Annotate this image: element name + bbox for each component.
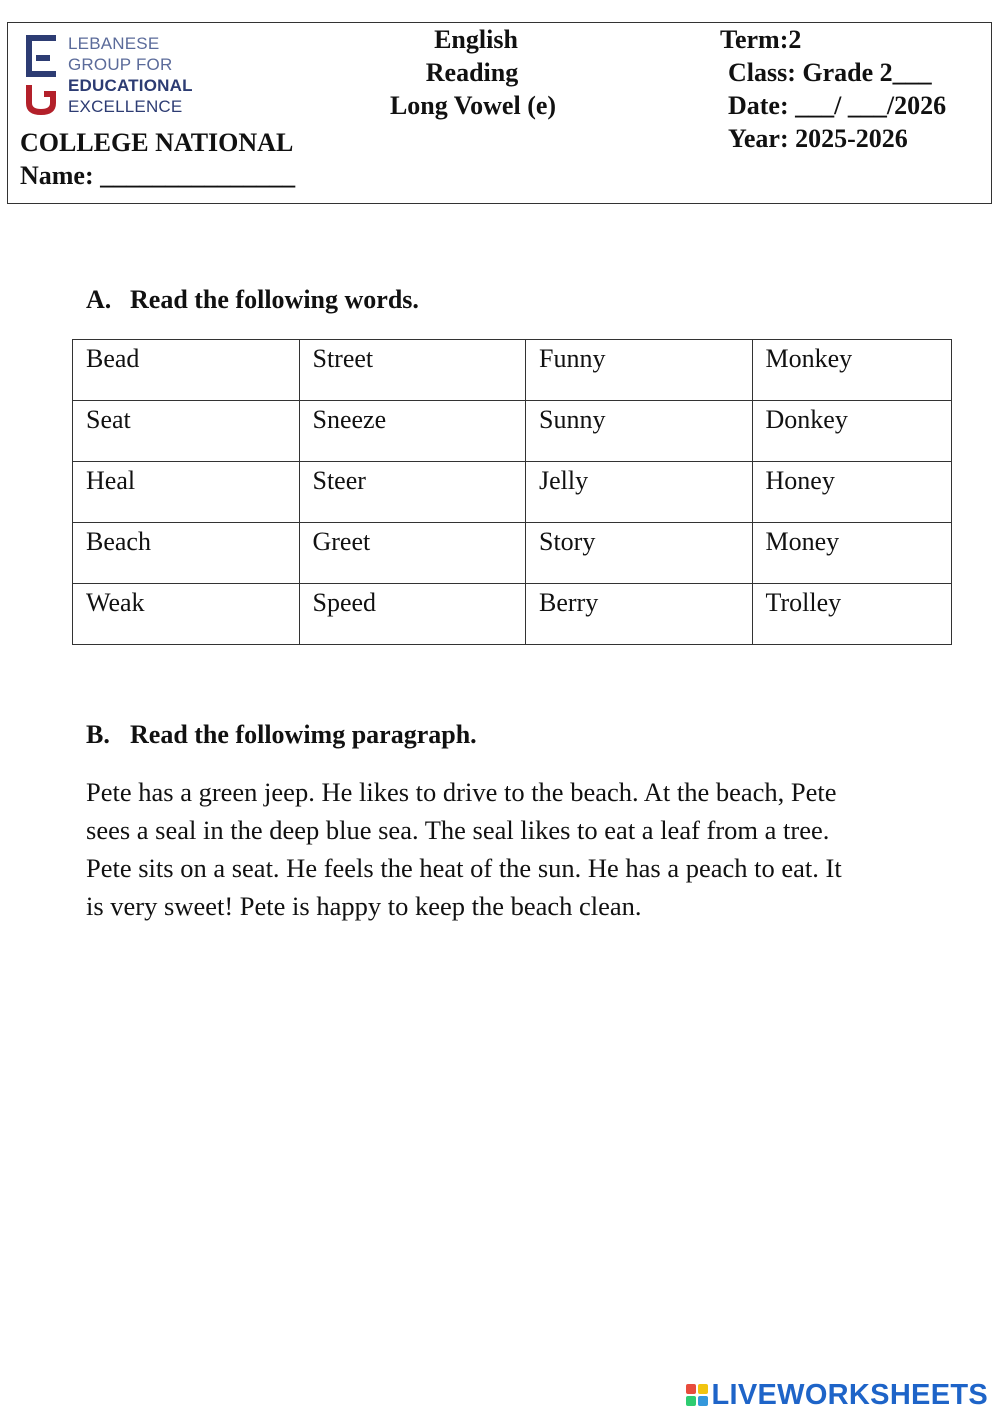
class-field[interactable]: Class: Grade 2___: [728, 58, 932, 87]
word-cell: Seat: [73, 401, 300, 462]
word-cell: Donkey: [752, 401, 952, 462]
topic-label: Long Vowel (e): [389, 91, 557, 120]
term-label: Term:2: [720, 25, 802, 54]
table-row: [73, 462, 952, 523]
paragraph-line: sees a seal in the deep blue sea. The seal likes to eat a leaf from a tree.: [86, 815, 830, 845]
section-a-label: A.: [86, 285, 112, 314]
paragraph-line: Pete sits on a seat. He feels the heat of the sun. He has a peach to eat. It: [86, 853, 842, 883]
word-cell: Heal: [73, 462, 300, 523]
word-cell: Street: [299, 340, 526, 401]
word-cell: Berry: [526, 584, 753, 645]
skill-label: Reading: [425, 58, 519, 87]
table-row: [73, 401, 952, 462]
word-cell: Money: [752, 523, 952, 584]
section-a-title: [86, 285, 419, 315]
table-row: [73, 340, 952, 401]
word-cell: Trolley: [752, 584, 952, 645]
logo-line-4: EXCELLENCE: [68, 97, 183, 116]
liveworksheets-logo-icon: [686, 1384, 708, 1406]
word-cell: Weak: [73, 584, 300, 645]
word-cell: Story: [526, 523, 753, 584]
section-a-heading: Read the following words.: [130, 285, 419, 314]
word-cell: Sneeze: [299, 401, 526, 462]
reading-paragraph: [86, 773, 916, 925]
liveworksheets-watermark[interactable]: [686, 1378, 989, 1412]
word-cell: Jelly: [526, 462, 753, 523]
word-table: [72, 339, 952, 645]
section-b-title: [86, 720, 477, 750]
year-label: Year: 2025-2026: [728, 124, 908, 153]
section-b-label: B.: [86, 720, 110, 749]
word-cell: Bead: [73, 340, 300, 401]
logo-text: [68, 33, 193, 117]
word-cell: Speed: [299, 584, 526, 645]
school-logo: [24, 33, 204, 119]
word-cell: Monkey: [752, 340, 952, 401]
subject-label: English: [434, 25, 518, 54]
logo-mark-icon: [24, 33, 58, 117]
date-field[interactable]: Date: ___/ ___/2026: [728, 91, 947, 120]
section-b-heading: Read the followimg paragraph.: [130, 720, 477, 749]
word-cell: Sunny: [526, 401, 753, 462]
word-cell: Steer: [299, 462, 526, 523]
word-cell: Honey: [752, 462, 952, 523]
logo-line-2: GROUP FOR: [68, 55, 173, 74]
table-row: [73, 584, 952, 645]
logo-line-3: EDUCATIONAL: [68, 76, 193, 95]
word-cell: Funny: [526, 340, 753, 401]
logo-line-1: LEBANESE: [68, 34, 160, 53]
paragraph-line: is very sweet! Pete is happy to keep the beach clean.: [86, 891, 642, 921]
word-cell: Greet: [299, 523, 526, 584]
student-name-field[interactable]: Name: _______________: [20, 161, 296, 190]
paragraph-line: Pete has a green jeep. He likes to drive to the beach. At the beach, Pete: [86, 777, 837, 807]
watermark-text: LIVEWORKSHEETS: [711, 1378, 988, 1411]
table-row: [73, 523, 952, 584]
school-name: COLLEGE NATIONAL: [20, 128, 294, 157]
word-cell: Beach: [73, 523, 300, 584]
